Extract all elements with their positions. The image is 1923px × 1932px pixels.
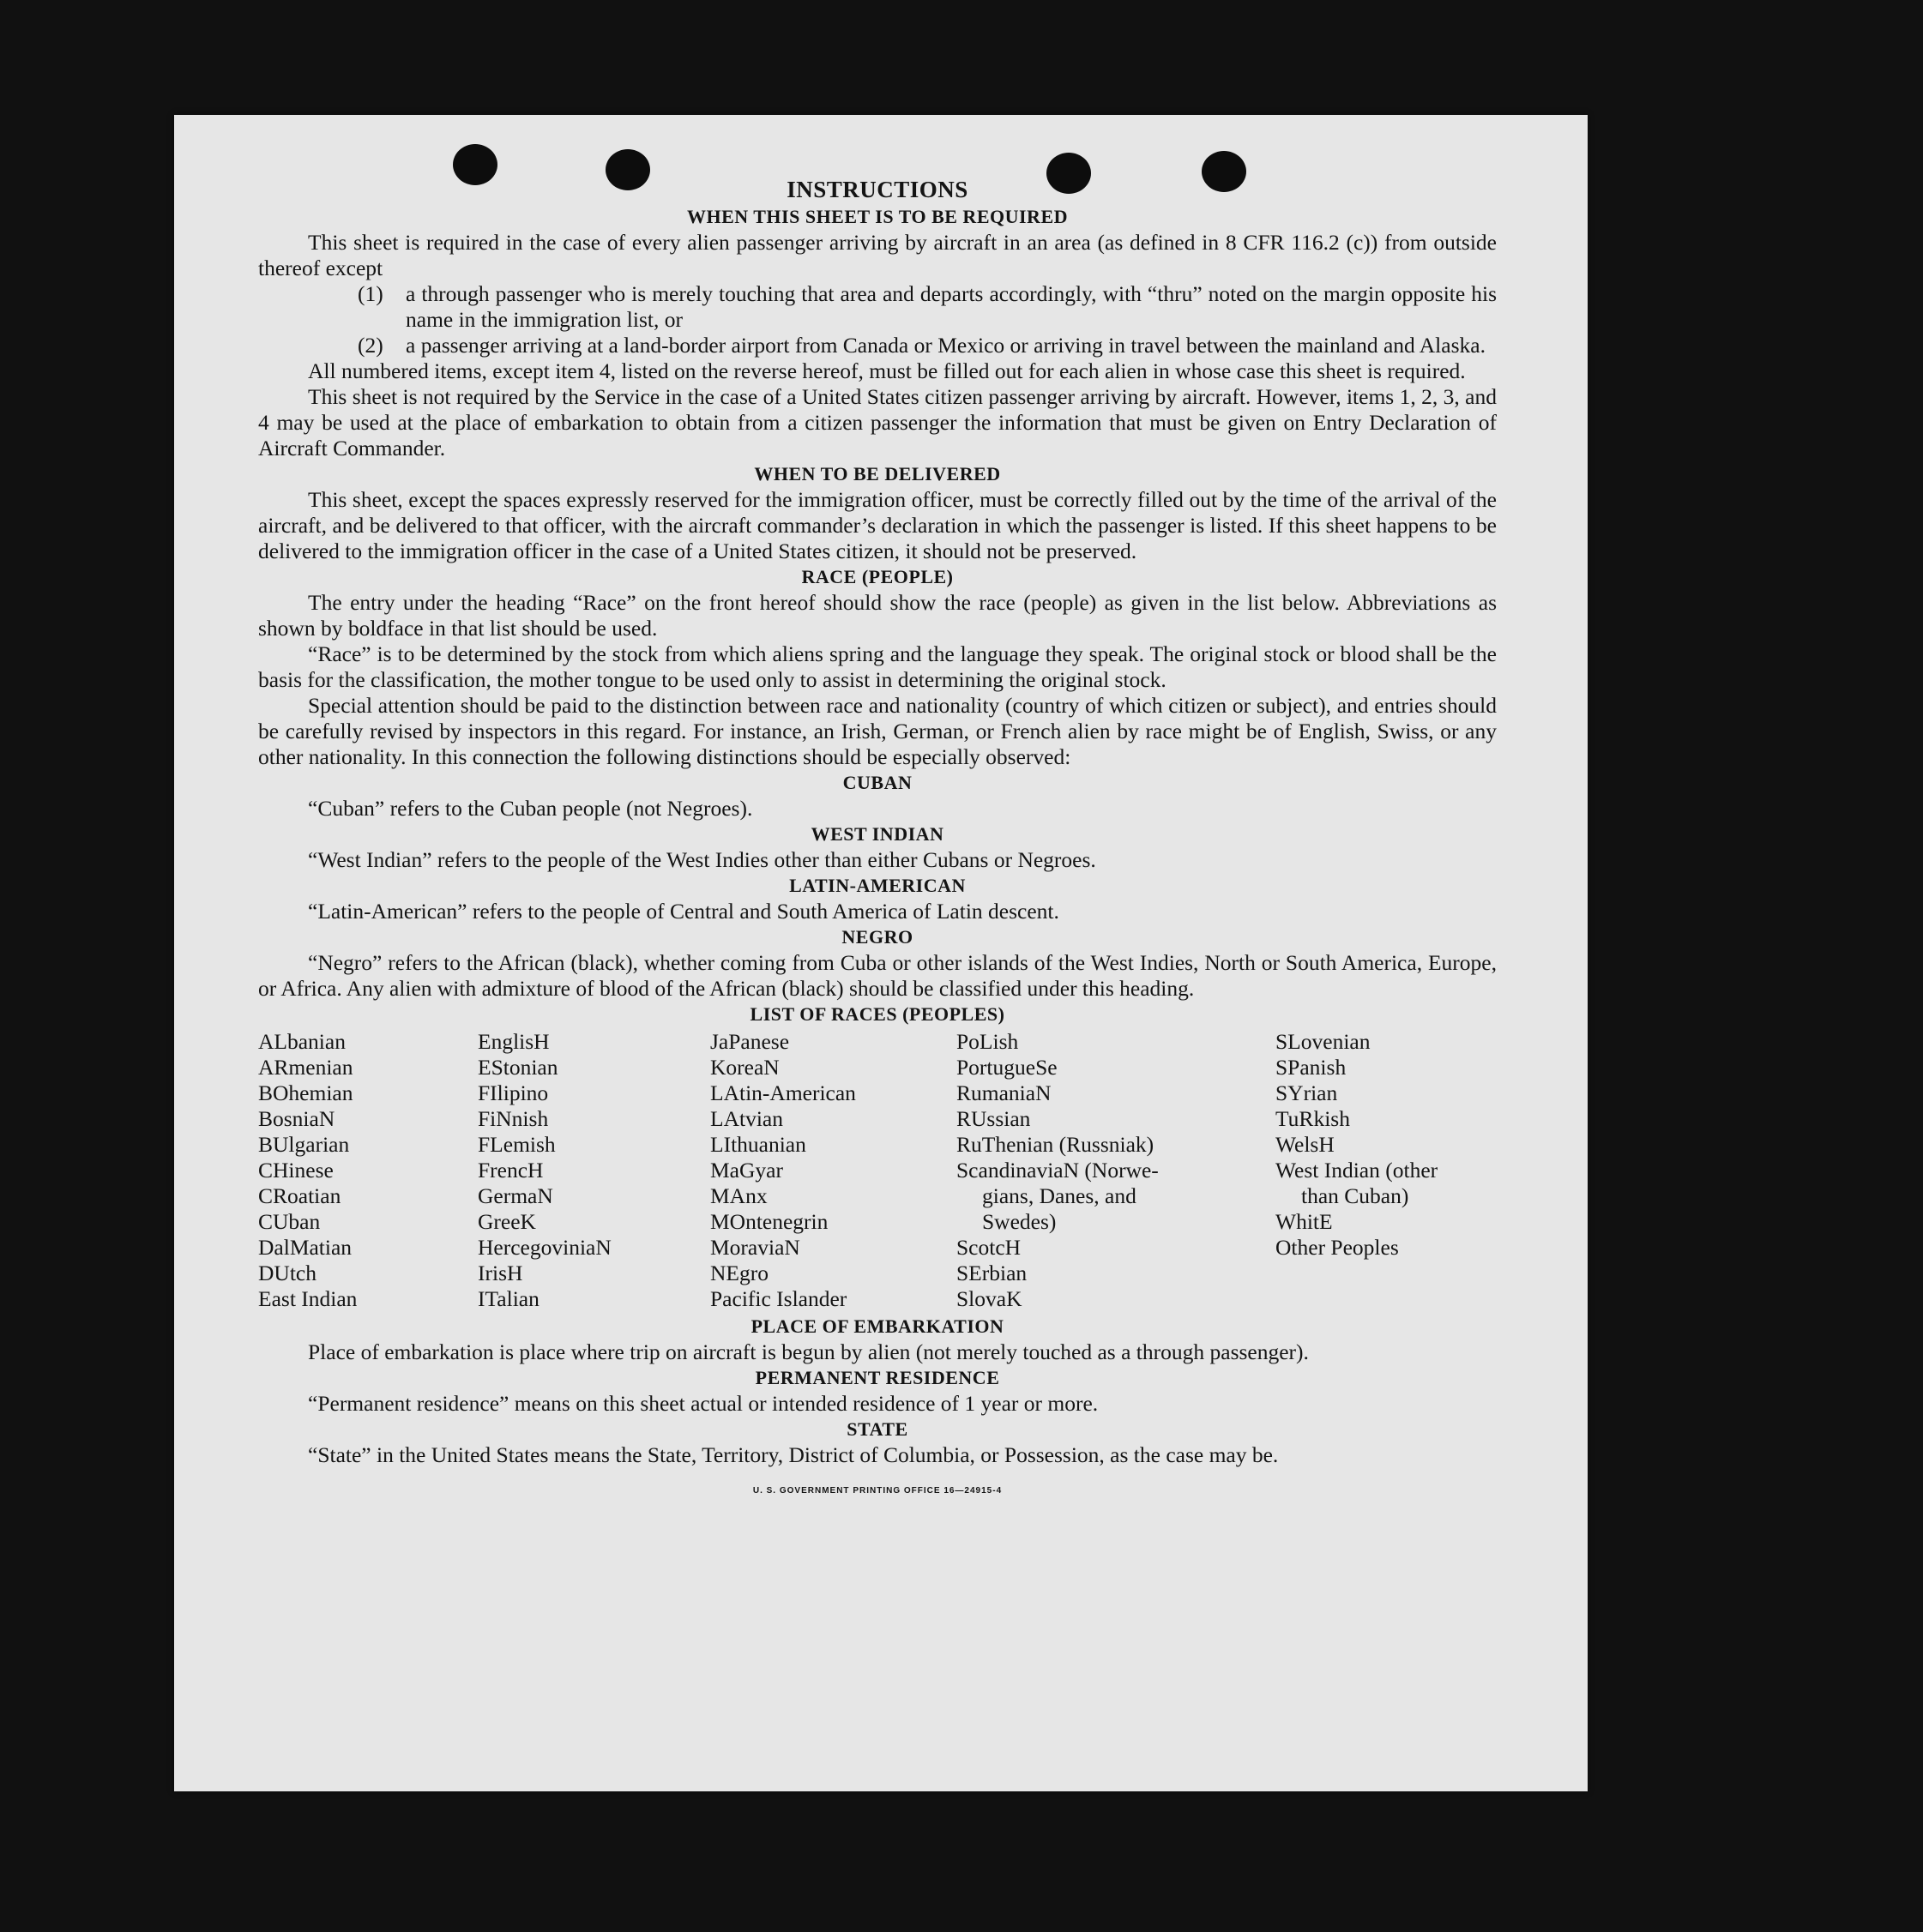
section-heading: LATIN-AMERICAN [789,875,966,896]
document-title: INSTRUCTIONS [787,177,968,202]
race-entry: than Cuban) [1301,1183,1409,1208]
race-entry: West Indian (other [1275,1158,1438,1183]
printer-imprint: U. S. GOVERNMENT PRINTING OFFICE 16—24915-4 [752,1486,1003,1496]
race-entry: HercegoviniaN [478,1235,612,1260]
paragraph: This sheet is not required by the Service in the case of a United States citizen passenger arriving by aircraft. However, items 1, 2, 3, and 4 may be used at the place of embarkation to obtain from a citizen passenger the information that must be given on Entry Declaration of Aircraft Commander. [258,384,1497,460]
race-entry: MaGyar [710,1158,783,1183]
race-entry: LIthuanian [710,1132,806,1157]
race-entry: Swedes) [982,1209,1057,1234]
race-entry: WelsH [1275,1132,1335,1157]
race-entry: RumaniaN [956,1080,1052,1105]
paragraph: This sheet is required in the case of every alien passenger arriving by aircraft in an area (as defined in 8 CFR 116.2 (c)) from outside thereof except [258,230,1497,280]
race-entry: Pacific Islander [710,1286,847,1311]
race-entry: RUssian [956,1106,1031,1131]
race-entry: FLemish [478,1132,556,1157]
document-content [258,177,1497,1504]
race-entry: SLovenian [1275,1029,1371,1054]
list-item [258,333,1497,358]
race-entry: BUlgarian [258,1132,350,1157]
paragraph: Special attention should be paid to the distinction between race and nationality (country of which citizen or subject), and entries should be carefully revised by inspectors in this regard. For instance, an Irish, German, or French alien by race might be of English, Swiss, or any other nationality. In this connection the following distinctions should be especially observed: [258,693,1497,769]
section-heading: WHEN THIS SHEET IS TO BE REQUIRED [686,206,1069,227]
race-entry: SErbian [956,1261,1028,1285]
race-entry: FrencH [478,1158,544,1183]
section-heading: NEGRO [841,926,913,948]
paragraph: “Latin-American” refers to the people of Central and South America of Latin descent. [308,899,1059,924]
race-entry: LAtvian [710,1106,783,1131]
race-list [258,1029,1497,1312]
section-heading: WHEN TO BE DELIVERED [754,463,1001,485]
race-entry: SlovaK [956,1286,1022,1311]
paragraph: “Race” is to be determined by the stock from which aliens spring and the language they speak. The original stock or blood shall be the basis for the classification, the mother tongue to be used only to assist in determining the original stock. [258,641,1497,692]
paragraph: “State” in the United States means the State, Territory, District of Columbia, or Possession, as the case may be. [308,1442,1279,1467]
race-entry: ARmenian [258,1055,353,1080]
race-entry: CRoatian [258,1183,341,1208]
section-heading: RACE (PEOPLE) [801,566,954,587]
race-entry: FIlipino [478,1080,549,1105]
race-entry: GermaN [478,1183,553,1208]
race-entry: PoLish [956,1029,1019,1054]
item-number: (1) [358,281,383,306]
section-heading: WEST INDIAN [811,823,944,845]
section-heading: LIST OF RACES (PEOPLES) [750,1003,1005,1025]
race-entry: WhitE [1275,1209,1333,1234]
section-heading: PERMANENT RESIDENCE [755,1367,1000,1388]
race-entry: GreeK [478,1209,536,1234]
race-entry: PortugueSe [956,1055,1058,1080]
race-column [1275,1029,1497,1312]
item-text: a through passenger who is merely touching that area and departs accordingly, with “thru” noted on the margin opposite his name in the immigration list, or [406,281,1497,332]
race-entry: ScotcH [956,1235,1022,1260]
race-entry: EnglisH [478,1029,550,1054]
paragraph: “Permanent residence” means on this sheet actual or intended residence of 1 year or more. [308,1391,1099,1416]
race-entry: TuRkish [1275,1106,1350,1131]
paragraph: Place of embarkation is place where trip on aircraft is begun by alien (not merely touched as a through passenger). [308,1339,1309,1364]
race-entry: JaPanese [710,1029,790,1054]
paragraph: The entry under the heading “Race” on the front hereof should show the race (people) as given in the list below. Abbreviations as shown by boldface in that list should be used. [258,590,1497,641]
race-column [478,1029,710,1312]
paragraph: “Negro” refers to the African (black), whether coming from Cuba or other islands of the West Indies, North or South America, Europe, or Africa. Any alien with admixture of blood of the African (black) should be classified under this heading. [258,950,1497,1001]
item-text: a passenger arriving at a land-border airport from Canada or Mexico or arriving in travel between the mainland and Alaska. [406,333,1486,358]
race-entry: DUtch [258,1261,316,1285]
paragraph: All numbered items, except item 4, listed on the reverse hereof, must be filled out for each alien in whose case this sheet is required. [308,358,1466,383]
race-entry: CUban [258,1209,321,1234]
section-heading: STATE [847,1418,908,1440]
race-entry: BOhemian [258,1080,353,1105]
paragraph: This sheet, except the spaces expressly reserved for the immigration officer, must be correctly filled out by the time of the arrival of the aircraft, and be delivered to that officer, with the aircraft commander’s declaration in which the passenger is listed. If this sheet happens to be delivered to the immigration officer in the case of a United States citizen, it should not be preserved. [258,487,1497,563]
race-entry: ALbanian [258,1029,346,1054]
paragraph: “Cuban” refers to the Cuban people (not Negroes). [308,796,753,821]
section-heading: PLACE OF EMBARKATION [751,1315,1004,1337]
race-entry: CHinese [258,1158,334,1183]
race-entry: MAnx [710,1183,768,1208]
document-page [174,115,1588,1791]
race-entry: IrisH [478,1261,523,1285]
race-entry: SYrian [1275,1080,1338,1105]
race-entry: RuThenian (Russniak) [956,1132,1154,1157]
race-entry: BosniaN [258,1106,335,1131]
race-entry: ScandinaviaN (Norwe- [956,1158,1159,1183]
race-entry: LAtin-American [710,1080,856,1105]
race-entry: NEgro [710,1261,769,1285]
race-column [956,1029,1275,1312]
race-entry: gians, Danes, and [982,1183,1136,1208]
race-entry: MoraviaN [710,1235,800,1260]
race-entry: East Indian [258,1286,358,1311]
race-entry: DalMatian [258,1235,353,1260]
list-item [258,281,1497,333]
section-heading: CUBAN [842,772,913,793]
race-entry: KoreaN [710,1055,780,1080]
race-entry: FiNnish [478,1106,549,1131]
paragraph: “West Indian” refers to the people of the West Indies other than either Cubans or Negroes. [308,847,1096,872]
race-entry: ITalian [478,1286,540,1311]
race-entry: EStonian [478,1055,558,1080]
race-entry: SPanish [1275,1055,1347,1080]
race-column [710,1029,956,1312]
race-entry: Other Peoples [1275,1235,1399,1260]
item-number: (2) [358,333,383,358]
race-entry: MOntenegrin [710,1209,829,1234]
race-column [258,1029,478,1312]
